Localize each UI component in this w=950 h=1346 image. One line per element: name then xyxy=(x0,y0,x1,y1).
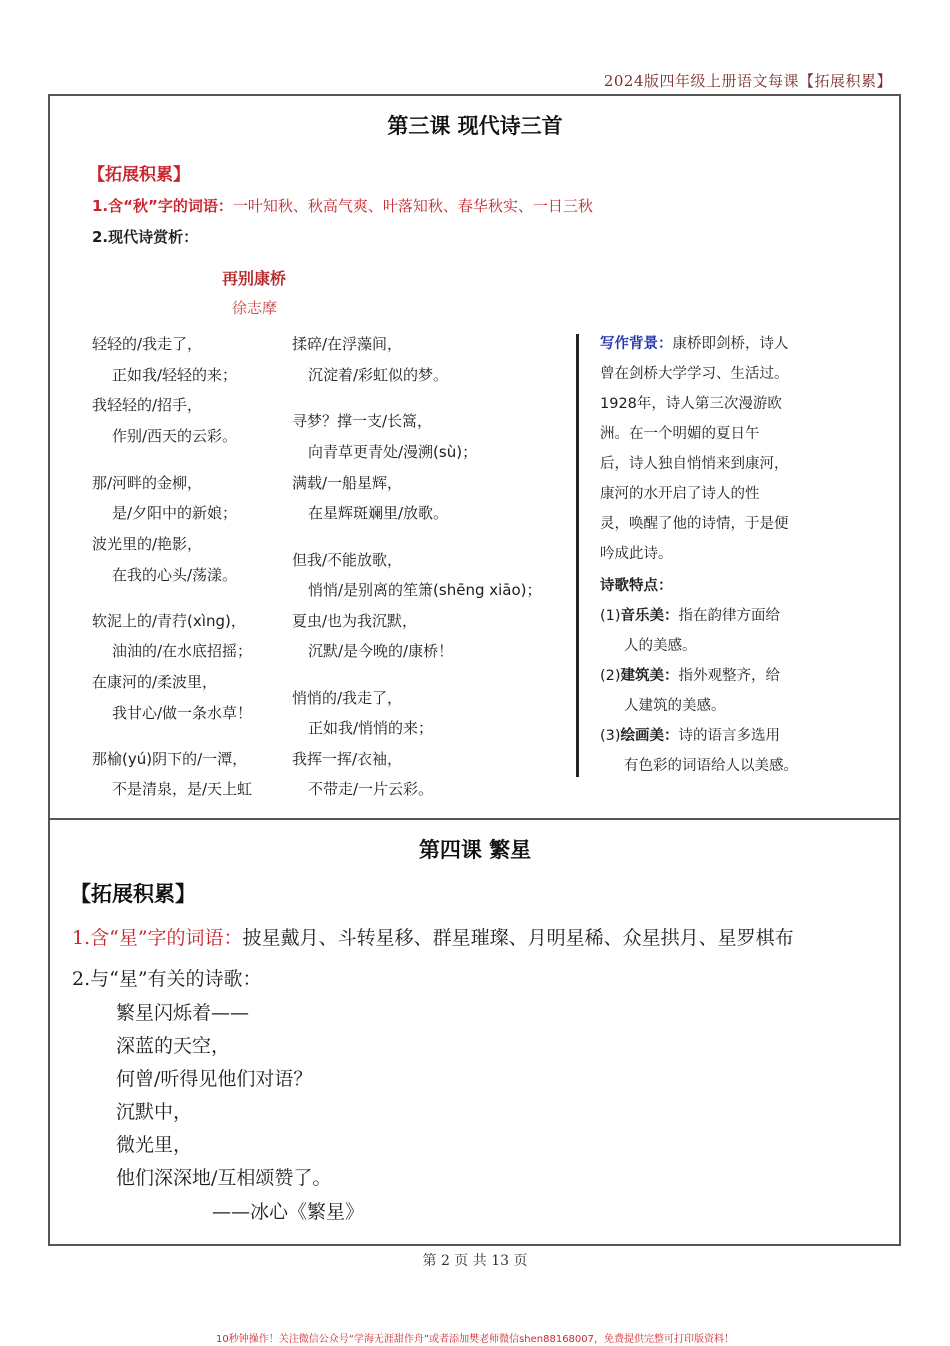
col1-line: 软泥上的/青荇(xìng)， xyxy=(92,612,246,630)
col1-line: 正如我/轻轻的来； xyxy=(112,366,238,384)
col2-line: 悄悄的/我走了， xyxy=(292,689,403,707)
col1-line: 那/河畔的金柳， xyxy=(92,474,203,492)
feature-1-line2: 人的美感。 xyxy=(624,638,697,654)
lesson3-item2-label: 2.现代诗赏析： xyxy=(92,228,199,246)
lesson3-section-label: 【拓展积累】 xyxy=(88,165,190,185)
col1-line: 我轻轻的/招手， xyxy=(92,396,203,414)
star-poem-source: ——冰心《繁星》 xyxy=(212,1201,365,1223)
feature-head: 音乐美： xyxy=(620,608,679,624)
features-label: 诗歌特点： xyxy=(600,578,673,594)
section-divider xyxy=(48,818,901,820)
star-poem-line: 微光里， xyxy=(116,1134,193,1156)
poem-title: 再别康桥 xyxy=(222,269,287,288)
page-footer: 第 2 页 共 13 页 xyxy=(422,1253,528,1269)
col2-line: 沉淀着/彩虹似的梦。 xyxy=(308,366,449,384)
lesson4-title: 第四课 繁星 xyxy=(418,837,532,862)
col1-line: 那榆(yú)阴下的/一潭， xyxy=(92,750,248,768)
promo-text: 10秒钟操作！关注微信公众号“学海无涯甜作舟”或者添加樊老师微信shen88168007，免费提供完整可打印版资料！ xyxy=(215,1334,735,1345)
feature-text: 指外观整齐，给 xyxy=(678,668,781,684)
lesson4-item1-label: 1.含“星”字的词语： xyxy=(72,927,243,949)
col2-line: 我挥一挥/衣袖， xyxy=(292,750,403,768)
feature-head: 建筑美： xyxy=(620,668,679,684)
feature-num: (3) xyxy=(600,728,621,744)
feature-num: (1) xyxy=(600,608,621,624)
col2-line: 向青草更青处/漫溯(sù)； xyxy=(308,443,478,461)
feature-text: 指在韵律方面给 xyxy=(678,608,781,624)
col1-line: 在我的心头/荡漾。 xyxy=(112,566,238,584)
col1-line: 油油的/在水底招摇； xyxy=(112,642,253,660)
col2-line: 悄悄/是别离的笙箫(shēng xiāo)； xyxy=(308,581,542,599)
poem-author: 徐志摩 xyxy=(232,299,278,317)
star-poem-line: 何曾/听得见他们对语？ xyxy=(116,1068,313,1090)
background-line: 康河的水开启了诗人的性 xyxy=(600,486,760,502)
background-line: 后，诗人独自悄悄来到康河， xyxy=(600,456,789,472)
col1-line: 是/夕阳中的新娘； xyxy=(112,504,238,522)
col2-line: 不带走/一片云彩。 xyxy=(308,780,434,798)
lesson3-item1 xyxy=(92,195,593,216)
background-line: 洲。在一个明媚的夏日午 xyxy=(600,426,760,442)
feature-3 xyxy=(600,721,780,751)
feature-2-line2: 人建筑的美感。 xyxy=(624,698,726,714)
background-line-first xyxy=(600,329,789,359)
background-line: 1928年，诗人第三次漫游欧 xyxy=(600,396,782,412)
col2-line: 在星辉斑斓里/放歌。 xyxy=(308,504,449,522)
feature-num: (2) xyxy=(600,668,621,684)
col1-line: 在康河的/柔波里， xyxy=(92,673,218,691)
lesson4-item1 xyxy=(72,923,794,950)
feature-text: 诗的语言多选用 xyxy=(678,728,781,744)
col1-line: 轻轻的/我走了， xyxy=(92,335,203,353)
col2-line: 但我/不能放歌， xyxy=(292,551,403,569)
background-line: 曾在剑桥大学学习、生活过。 xyxy=(600,366,789,382)
lesson3-item1-label: 1.含“秋”字的词语： xyxy=(92,197,233,215)
background-label: 写作背景： xyxy=(600,336,673,352)
col1-line: 我甘心/做一条水草！ xyxy=(112,704,253,722)
feature-2 xyxy=(600,661,780,691)
background-line: 灵，唤醒了他的诗情，于是便 xyxy=(600,516,789,532)
feature-3-line2: 有色彩的词语给人以美感。 xyxy=(624,758,798,774)
lesson3-title: 第三课 现代诗三首 xyxy=(387,113,563,138)
star-poem-line: 他们深深地/互相颂赞了。 xyxy=(116,1167,332,1189)
col1-line: 波光里的/艳影， xyxy=(92,535,203,553)
lesson4-section-label: 【拓展积累】 xyxy=(70,881,196,906)
lesson4-item1-text: 披星戴月、斗转星移、群星璀璨、月明星稀、众星拱月、星罗棋布 xyxy=(242,927,794,949)
col2-line: 沉默/是今晚的/康桥！ xyxy=(308,642,454,660)
col2-line: 寻梦？撑一支/长篙， xyxy=(292,412,433,430)
column-separator xyxy=(576,334,579,777)
background-line: 吟成此诗。 xyxy=(600,546,673,562)
lesson3-item1-text: 一叶知秋、秋高气爽、叶落知秋、春华秋实、一日三秋 xyxy=(232,197,593,215)
col1-line: 作别/西天的云彩。 xyxy=(112,427,238,445)
star-poem-line: 繁星闪烁着—— xyxy=(116,1002,250,1024)
feature-1 xyxy=(600,601,780,631)
col2-line: 满载/一船星辉， xyxy=(292,474,403,492)
star-poem-line: 沉默中， xyxy=(116,1101,193,1123)
star-poem-line: 深蓝的天空， xyxy=(116,1035,231,1057)
feature-head: 绘画美： xyxy=(620,728,679,744)
background-line: 康桥即剑桥，诗人 xyxy=(672,336,789,352)
col2-line: 正如我/悄悄的来； xyxy=(308,719,434,737)
col2-line: 夏虫/也为我沉默， xyxy=(292,612,418,630)
col2-line: 揉碎/在浮藻间， xyxy=(292,335,403,353)
lesson4-item2-label: 2.与“星”有关的诗歌： xyxy=(72,968,262,990)
document-header: 2024版四年级上册语文每课【拓展积累】 xyxy=(603,72,892,90)
col1-line: 不是清泉，是/天上虹 xyxy=(112,780,253,798)
